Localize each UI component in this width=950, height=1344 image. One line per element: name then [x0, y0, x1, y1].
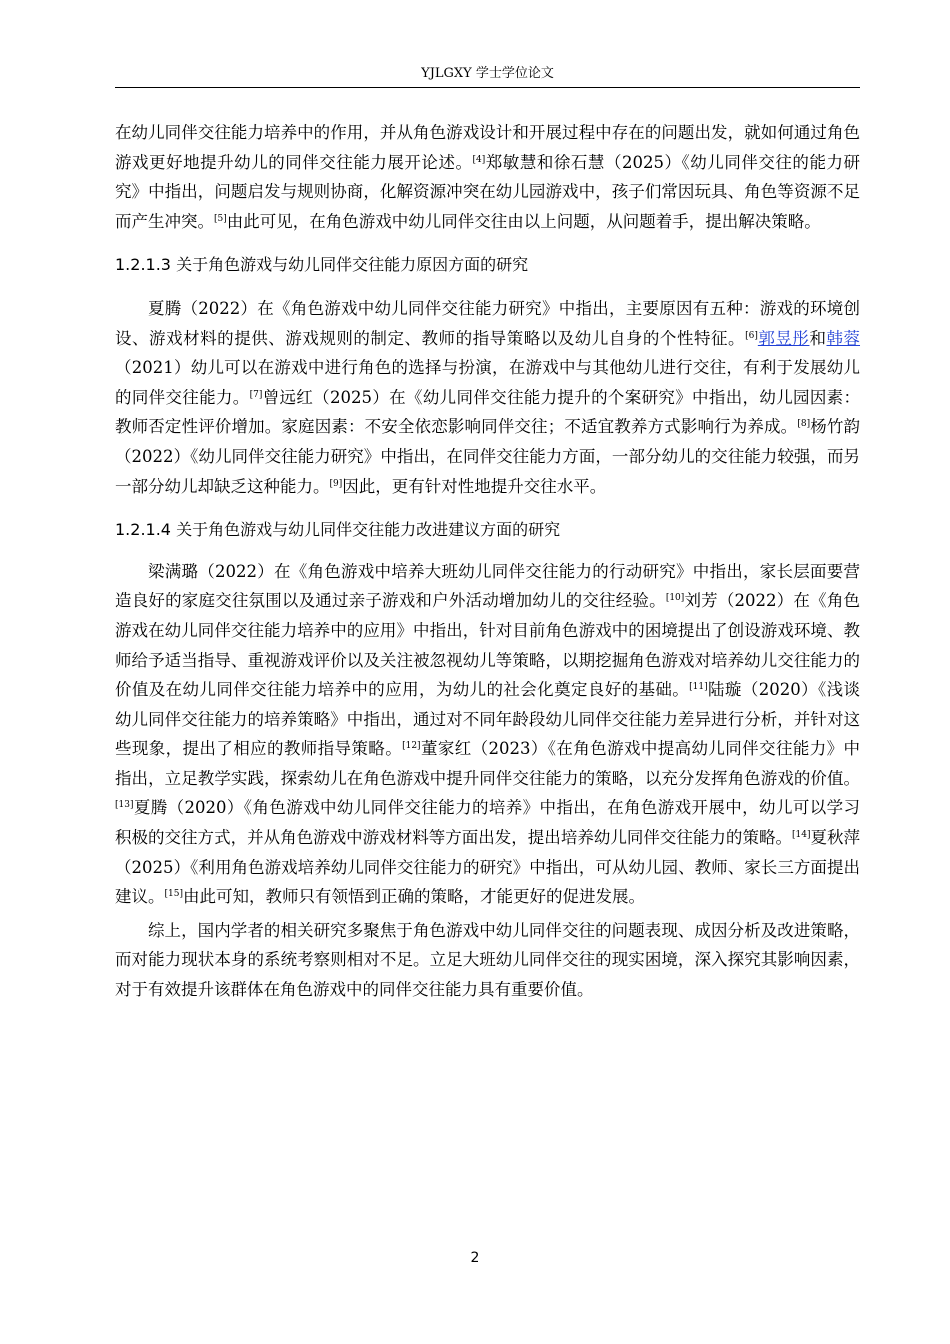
paragraph-text: 因此，更有针对性地提升交往水平。: [342, 476, 607, 496]
citation-ref: [4]: [472, 154, 486, 165]
section-heading-1-2-1-4: 1.2.1.4 关于角色游戏与幼儿同伴交往能力改进建议方面的研究: [115, 520, 561, 540]
paragraph-text: 郑敏慧和徐石慧（2025）《幼儿同伴交往的能力研究》中指出，问题启发与规则协商，化解资源冲突在幼儿园游戏中，孩子们常因玩具、角色等资源不足而产生冲突。: [115, 152, 860, 231]
paragraph-text: 陆璇（2020）《浅谈幼儿同伴交往能力的培养策略》中指出，通过对不同年龄段幼儿同伴交往能力差异进行分析，并针对这些现象，提出了相应的教师指导策略。: [115, 680, 860, 759]
citation-ref: [10]: [665, 593, 685, 604]
paragraph-text: 夏腾（2020）《角色游戏中幼儿同伴交往能力的培养》中指出，在角色游戏开展中，幼儿可以学习积极的交往方式，并从角色游戏中游戏材料等方面出发，提出培养幼儿同伴交往能力的策略。: [115, 798, 860, 848]
citation-ref: [11]: [689, 682, 708, 693]
paragraph-text: 梁满璐（2022）在《角色游戏中培养大班幼儿同伴交往能力的行动研究》中指出，家长层面要营造良好的家庭交往氛围以及通过亲子游戏和户外活动增加幼儿的交往经验。: [115, 561, 860, 611]
citation-ref: [12]: [402, 741, 421, 752]
paragraph-text: 曾远红（2025）在《幼儿同伴交往能力提升的个案研究》中指出，幼儿园因素：教师否定性评价增加。家庭因素：不安全依恋影响同伴交往；不适宜教养方式影响行为养成。: [115, 387, 860, 437]
header-rule: [115, 87, 860, 88]
paragraph-text: （2021）幼儿可以在游戏中进行角色的选择与扮演，在游戏中与其他幼儿进行交往，有利于发展幼儿的同伴交往能力。: [115, 358, 860, 407]
paragraph-text: 由此可见，在角色游戏中幼儿同伴交往由以上问题，从问题着手，提出解决策略。: [226, 211, 821, 231]
citation-ref: [14]: [791, 830, 811, 841]
running-header: YJLGXY 学士学位论文: [421, 66, 554, 81]
author-link-guo[interactable]: 郭昱彤: [757, 328, 810, 348]
paragraph-text: 夏秋萍（2025）《利用角色游戏培养幼儿同伴交往能力的研究》中指出，可从幼儿园、教师、家长三方面提出建议。: [115, 828, 861, 907]
paragraph-text: 在幼儿同伴交往能力培养中的作用，并从角色游戏设计和开展过程中存在的问题出发，就如何通过角色游戏更好地提升幼儿的同伴交往能力展开论述。: [115, 123, 860, 172]
paragraph-text: 由此可知，教师只有领悟到正确的策略，才能更好的促进发展。: [182, 887, 645, 907]
paragraph-1: [115, 118, 860, 236]
citation-ref: [9]: [329, 478, 343, 489]
paragraph-text: 和: [809, 328, 827, 348]
paragraph-4-summary: 综上，国内学者的相关研究多聚焦于角色游戏中幼儿同伴交往的问题表现、成因分析及改进策略，而对能力现状本身的系统考察则相对不足。立足大班幼儿同伴交往的现实困境，深入探究其影响因素，对于有效提升该群体在角色游戏中的同伴交往能力具有重要价值。: [115, 920, 860, 1000]
paragraph-text: 董家红（2023）《在角色游戏中提高幼儿同伴交往能力》中指出，立足教学实践，探索幼儿在角色游戏中提升同伴交往能力的策略，以充分发挥角色游戏的价值。: [115, 739, 861, 788]
page-body: [115, 118, 860, 1005]
paragraph-text: 夏腾（2022）在《角色游戏中幼儿同伴交往能力研究》中指出，主要原因有五种：游戏的环境创设、游戏材料的提供、游戏规则的制定、教师的指导策略以及幼儿自身的个性特征。: [115, 298, 860, 348]
citation-ref: [8]: [797, 419, 811, 430]
author-link-han[interactable]: 韩蓉: [826, 328, 861, 348]
citation-ref: [15]: [164, 889, 183, 900]
paragraph-2: [115, 294, 860, 501]
paragraph-text: 杨竹韵（2022）《幼儿同伴交往能力研究》中指出，在同伴交往能力方面，一部分幼儿的交往能力较强，而另一部分幼儿却缺乏这种能力。: [115, 417, 861, 496]
citation-ref: [13]: [115, 800, 134, 811]
citation-ref: [6]: [745, 330, 758, 341]
section-heading-1-2-1-3: 1.2.1.3 关于角色游戏与幼儿同伴交往能力原因方面的研究: [115, 255, 529, 275]
citation-ref: [5]: [214, 213, 227, 224]
citation-ref: [7]: [249, 389, 263, 400]
paragraph-text: 刘芳（2022）在《角色游戏在幼儿同伴交往能力培养中的应用》中指出，针对目前角色游戏中的困境提出了创设游戏环境、教师给予适当指导、重视游戏评价以及关注被忽视幼儿等策略，以期挖掘角色游戏对培养幼儿交往能力的价值及在幼儿同伴交往能力培养中的应用，为幼儿的社会化奠定良好的基础。: [115, 591, 861, 700]
paragraph-3: [115, 557, 860, 912]
page-number: 2: [470, 1250, 480, 1266]
